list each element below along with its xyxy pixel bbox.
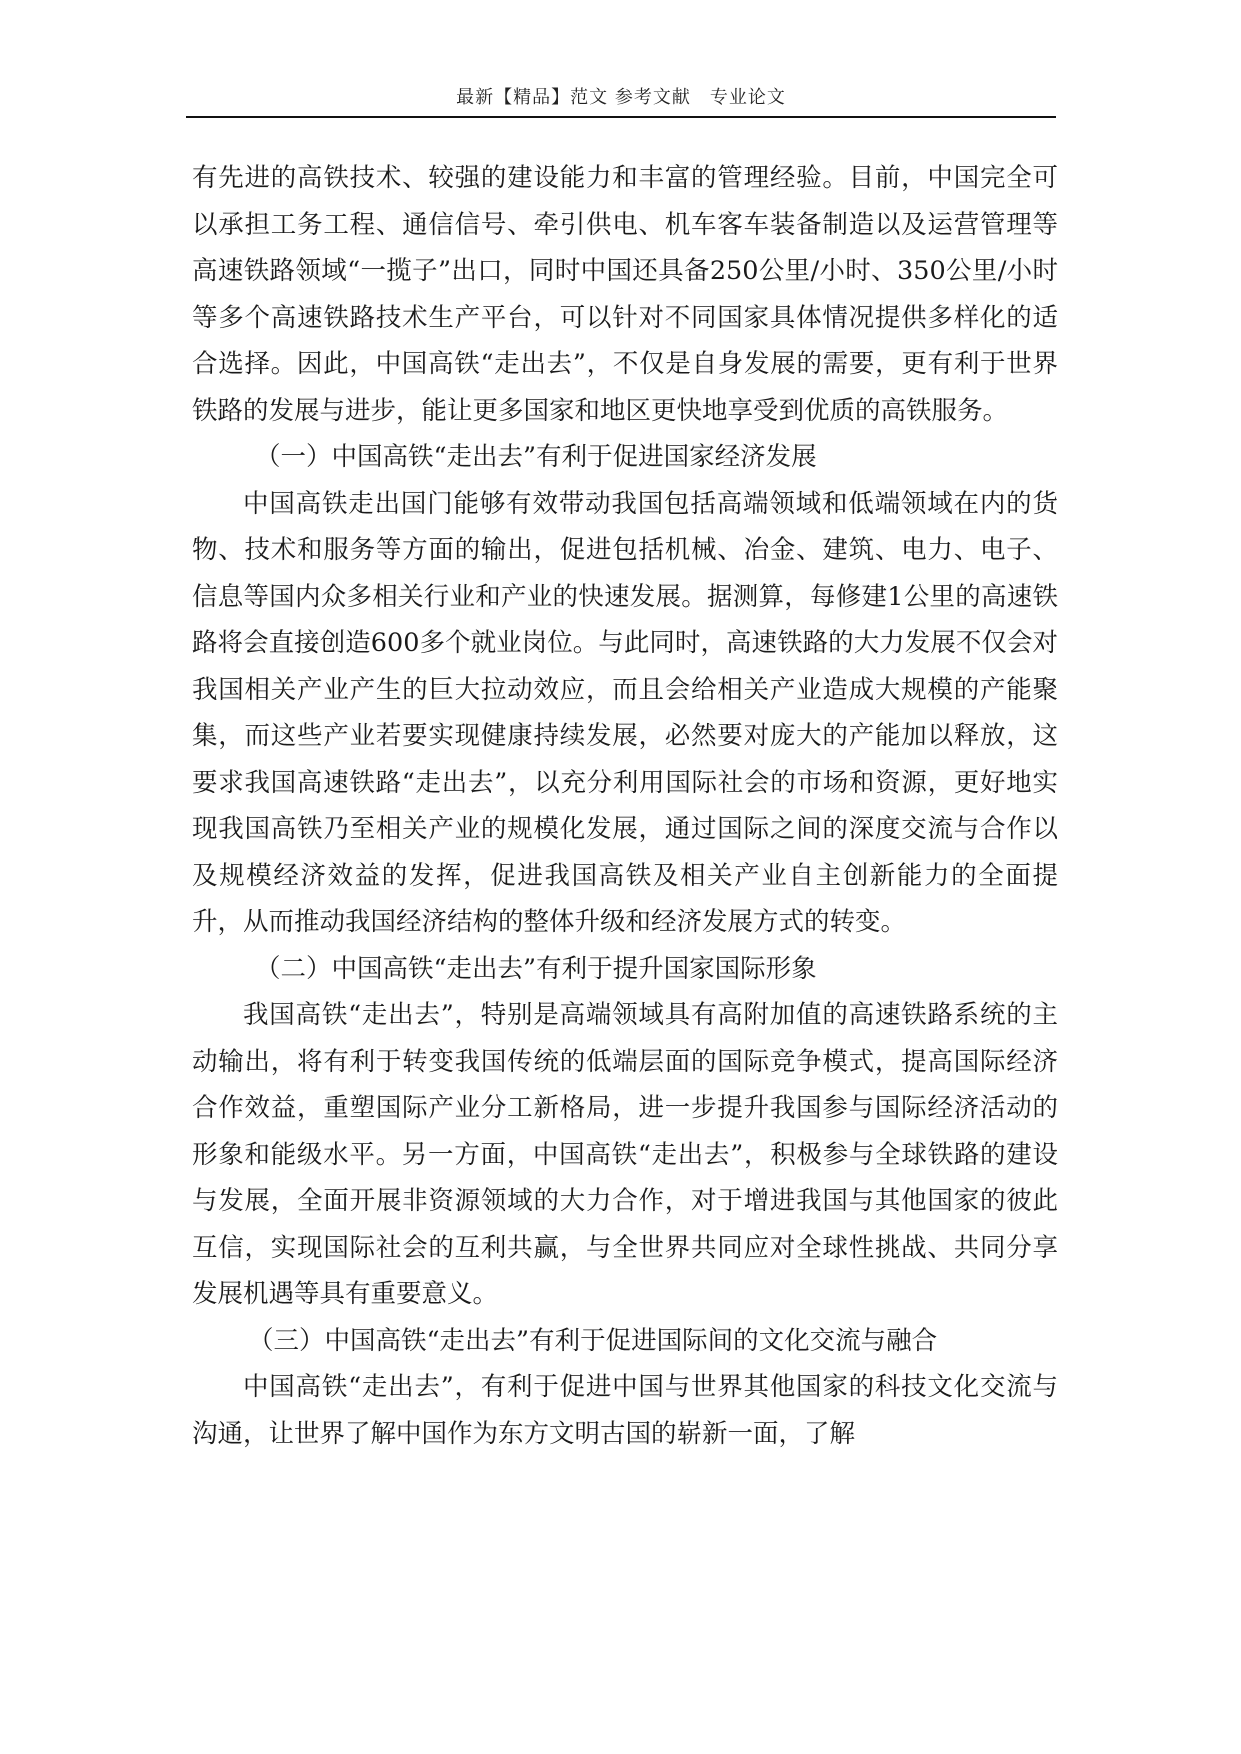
section-heading-1: （一）中国高铁“走出去”有利于促进国家经济发展 [255, 442, 817, 472]
page-header: 最新【精品】范文 参考文献 专业论文 [456, 87, 786, 108]
body-paragraph: 中国高铁“走出去”，有利于促进中国与世界其他国家的科技文化交流与沟通，让世界了解中国作为东方文明古国的崭新一面，了解 [192, 1372, 1058, 1449]
document-body [192, 155, 1058, 1457]
section-heading-3: （三）中国高铁“走出去”有利于促进国际间的文化交流与融合 [248, 1325, 938, 1356]
body-paragraph-continued: 有先进的高铁技术、较强的建设能力和丰富的管理经验。目前，中国完全可以承担工务工程、通信信号、牵引供电、机车客车装备制造以及运营管理等高速铁路领域“一揽子”出口，同时中国还具备250公里/小时、350公里/小时等多个高速铁路技术生产平台，可以针对不同国家具体情况提供多样化的适合选择。因此，中国高铁“走出去”，不仅是自身发展的需要，更有利于世界铁路的发展与进步，能让更多国家和地区更快地享受到优质的高铁服务。 [192, 163, 1058, 426]
body-paragraph: 我国高铁“走出去”，特别是高端领域具有高附加值的高速铁路系统的主动输出，将有利于转变我国传统的低端层面的国际竞争模式，提高国际经济合作效益，重塑国际产业分工新格局，进一步提升我国参与国际经济活动的形象和能级水平。另一方面，中国高铁“走出去”，积极参与全球铁路的建设与发展，全面开展非资源领域的大力合作，对于增进我国与其他国家的彼此互信，实现国际社会的互利共赢，与全世界共同应对全球性挑战、共同分享发展机遇等具有重要意义。 [192, 1000, 1058, 1309]
section-heading-2: （二）中国高铁“走出去”有利于提升国家国际形象 [255, 953, 817, 984]
header-divider [186, 116, 1056, 118]
body-paragraph: 中国高铁走出国门能够有效带动我国包括高端领域和低端领域在内的货物、技术和服务等方面的输出，促进包括机械、冶金、建筑、电力、电子、信息等国内众多相关行业和产业的快速发展。据测算，每修建1公里的高速铁路将会直接创造600多个就业岗位。与此同时，高速铁路的大力发展不仅会对我国相关产业产生的巨大拉动效应，而且会给相关产业造成大规模的产能聚集，而这些产业若要实现健康持续发展，必然要对庞大的产能加以释放，这要求我国高速铁路“走出去”，以充分利用国际社会的市场和资源，更好地实现我国高铁乃至相关产业的规模化发展，通过国际之间的深度交流与合作以及规模经济效益的发挥，促进我国高铁及相关产业自主创新能力的全面提升，从而推动我国经济结构的整体升级和经济发展方式的转变。 [192, 488, 1058, 937]
